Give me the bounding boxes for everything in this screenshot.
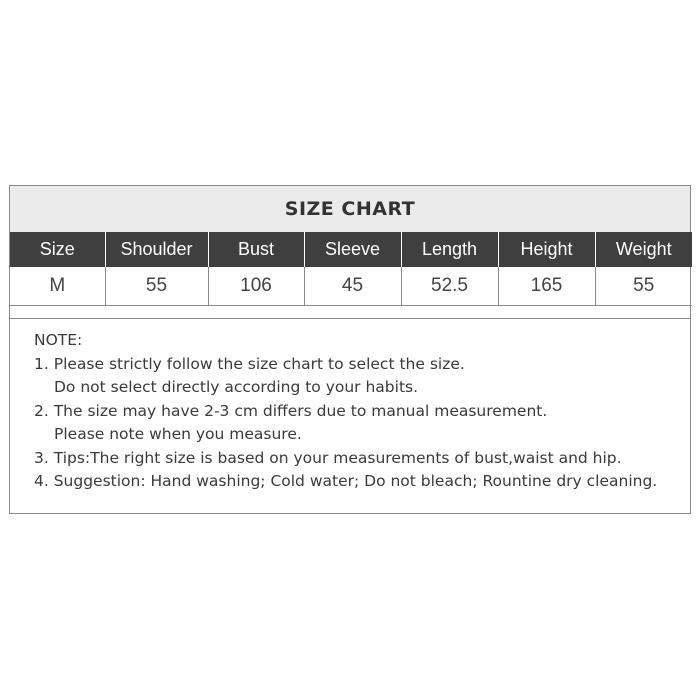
cell-shoulder: 55 xyxy=(105,267,208,306)
note-line: 4. Suggestion: Hand washing; Cold water; Do not bleach; Rountine dry cleaning. xyxy=(34,472,658,490)
header-weight: Weight xyxy=(595,232,692,267)
notes-section xyxy=(10,319,690,513)
chart-title: SIZE CHART xyxy=(10,186,690,232)
cell-sleeve: 45 xyxy=(304,267,401,306)
note-line: 2. The size may have 2-3 cm differs due to manual measurement. xyxy=(34,401,548,420)
table-row xyxy=(10,267,692,306)
header-row xyxy=(10,232,692,267)
note-line: 1. Please strictly follow the size chart to select the size. xyxy=(34,354,465,373)
cell-weight: 55 xyxy=(595,267,692,306)
size-table xyxy=(10,232,692,306)
header-sleeve: Sleeve xyxy=(304,232,401,267)
notes-heading: NOTE: xyxy=(34,331,83,349)
note-line: Do not select directly according to your habits. xyxy=(54,378,419,396)
header-length: Length xyxy=(401,232,498,267)
cell-size: M xyxy=(10,267,105,306)
note-line: 3. Tips:The right size is based on your measurements of bust,waist and hip. xyxy=(34,448,622,467)
divider xyxy=(10,306,690,319)
cell-bust: 106 xyxy=(208,267,304,306)
header-shoulder: Shoulder xyxy=(105,232,208,267)
header-height: Height xyxy=(498,232,595,267)
header-bust: Bust xyxy=(208,232,304,267)
size-chart xyxy=(9,185,691,514)
header-size: Size xyxy=(10,232,105,267)
cell-length: 52.5 xyxy=(401,267,498,306)
note-line: Please note when you measure. xyxy=(54,425,302,443)
cell-height: 165 xyxy=(498,267,595,306)
